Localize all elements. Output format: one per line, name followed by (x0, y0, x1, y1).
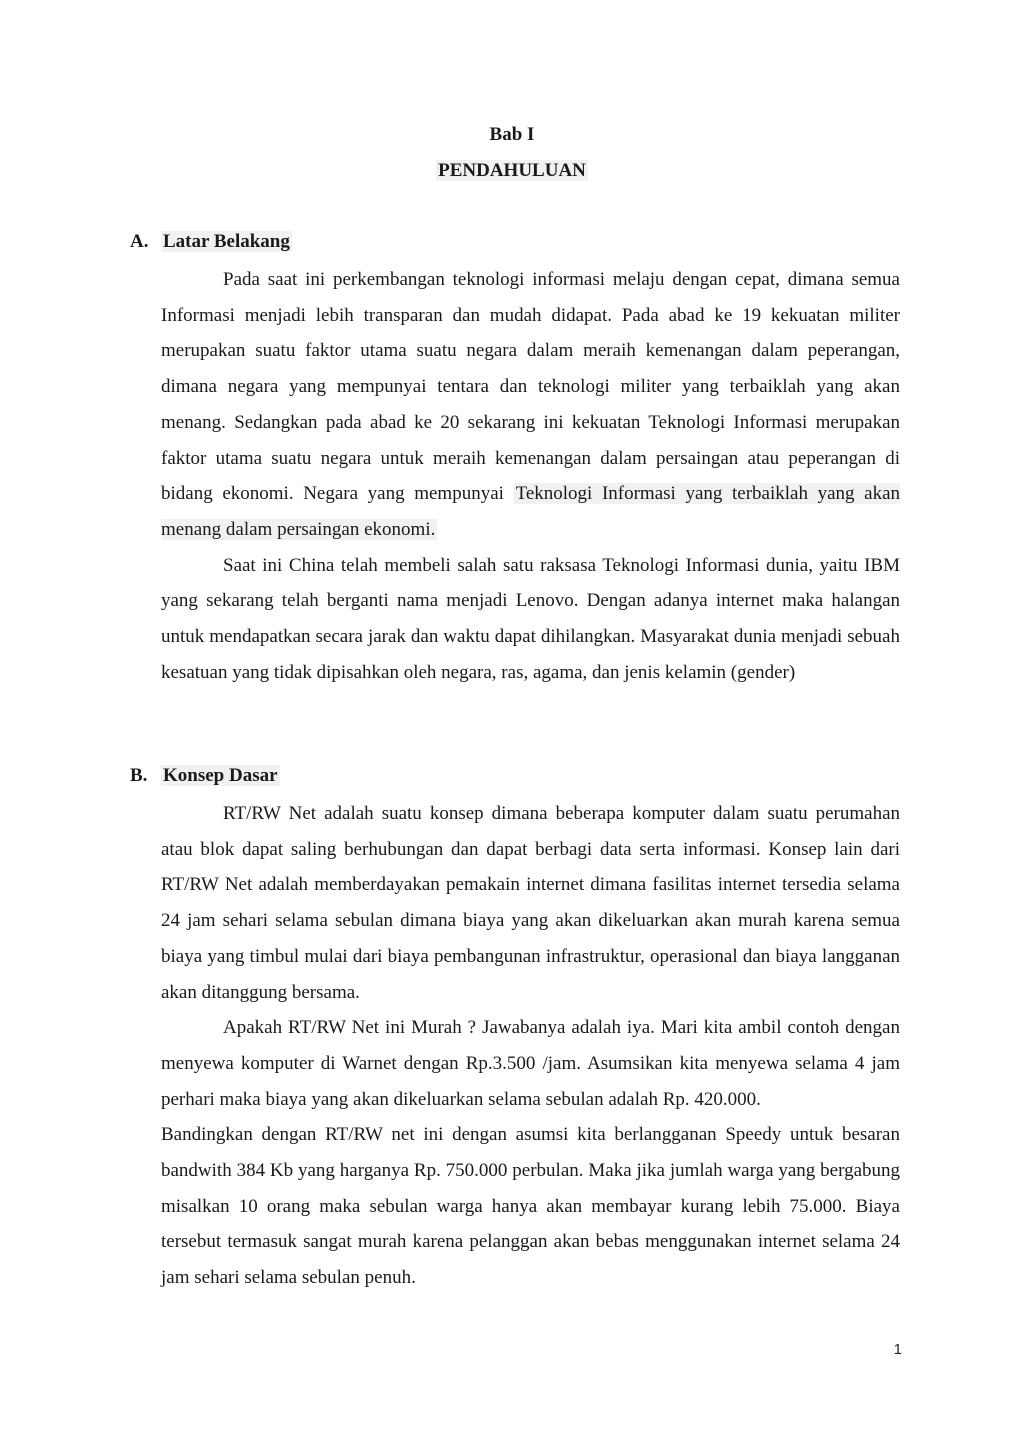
chapter-title-text: PENDAHULUAN (438, 160, 586, 181)
page-number: 1 (893, 1341, 902, 1358)
section-body-latar-belakang (161, 262, 900, 690)
paragraph: RT/RW Net adalah suatu konsep dimana beberapa komputer dalam suatu perumahan atau blok dapat saling berhubungan dan dapat berbagi data serta informasi. Konsep lain dari RT/RW Net adalah memberdayakan pemakain internet dimana fasilitas internet tersedia selama 24 jam sehari selama sebulan dimana biaya yang akan dikeluarkan akan murah karena semua biaya yang timbul mulai dari biaya pembangunan infrastruktur, operasional dan biaya langganan akan ditanggung bersama. (161, 803, 900, 1003)
section-heading-latar-belakang (130, 231, 292, 253)
section-title: Latar Belakang (163, 231, 290, 252)
paragraph: Apakah RT/RW Net ini Murah ? Jawabanya adalah iya. Mari kita ambil contoh dengan menyewa komputer di Warnet dengan Rp.3.500 /jam. Asumsikan kita menyewa selama 4 jam perhari maka biaya yang akan dikeluarkan selama sebulan adalah Rp. 420.000. (161, 1017, 900, 1110)
paragraph: Saat ini China telah membeli salah satu raksasa Teknologi Informasi dunia, yaitu IBM yang sekarang telah berganti nama menjadi Lenovo. Dengan adanya internet maka halangan untuk mendapatkan secara jarak dan waktu dapat dihilangkan. Masyarakat dunia menjadi sebuah kesatuan yang tidak dipisahkan oleh negara, ras, agama, dan jenis kelamin (gender) (161, 554, 900, 683)
chapter-title (0, 160, 1024, 182)
paragraph: Bandingkan dengan RT/RW net ini dengan asumsi kita berlangganan Speedy untuk besaran bandwith 384 Kb yang harganya Rp. 750.000 perbulan. Maka jika jumlah warga yang bergabung misalkan 10 orang maka sebulan warga hanya akan membayar kurang lebih 75.000. Biaya tersebut termasuk sangat murah karena pelanggan akan bebas menggunakan internet selama 24 jam sehari selama sebulan penuh. (161, 1124, 900, 1289)
paragraph (161, 262, 900, 548)
section-title: Konsep Dasar (163, 765, 278, 786)
section-letter: B. (130, 765, 148, 786)
section-body-konsep-dasar (161, 796, 900, 1296)
section-letter: A. (130, 231, 149, 252)
chapter-number-text: Bab I (489, 124, 535, 145)
chapter-number (0, 124, 1024, 146)
highlighted-sentence: Teknologi Informasi yang terbaiklah yang akan menang dalam persaingan ekonomi. (161, 483, 901, 540)
section-heading-konsep-dasar (130, 765, 280, 787)
paragraph-text: Pada saat ini perkembangan teknologi informasi melaju dengan cepat, dimana semua Informasi menjadi lebih transparan dan mudah didapat. Pada abad ke 19 kekuatan militer merupakan suatu faktor utama suatu negara dalam meraih kemenangan dalam peperangan, dimana negara yang mempunyai tentara dan teknologi militer yang terbaiklah yang akan menang. Sedangkan pada abad ke 20 sekarang ini kekuatan Teknologi Informasi merupakan faktor utama suatu negara untuk meraih kemenangan dalam persaingan atau peperangan di bidang ekonomi. Negara yang mempunyai (161, 269, 900, 505)
